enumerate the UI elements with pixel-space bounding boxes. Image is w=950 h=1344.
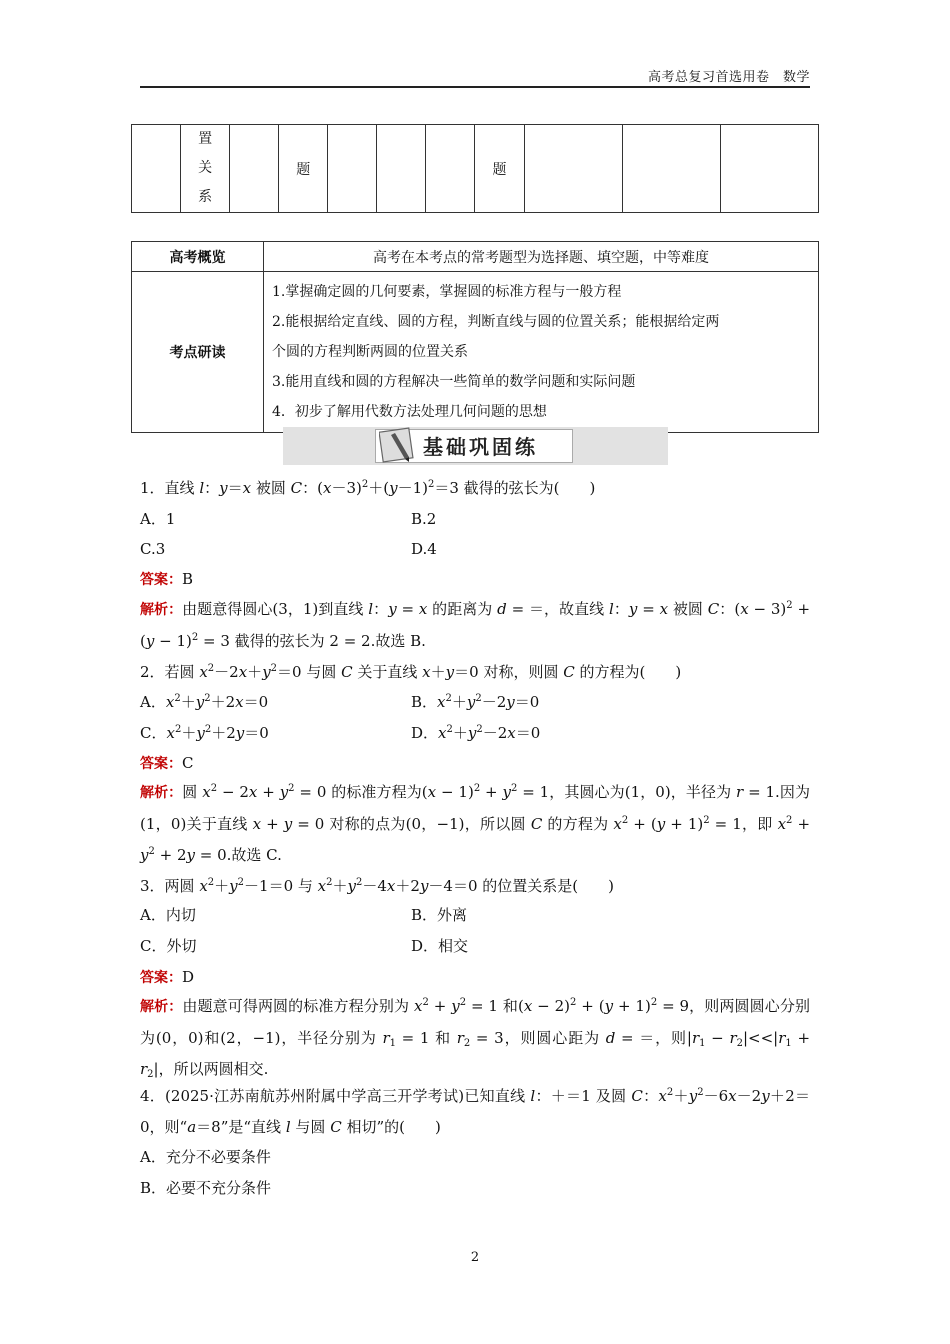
study-points: 1.掌握确定圆的几何要素，掌握圆的标准方程与一般方程 2.能根据给定直线、圆的方程，判断直线与圆的位置关系；能根据给定两 个圆的方程判断两圆的位置关系 3.能用直线和圆的方程解决一些简单的数学问题和实际问题 4．初步了解用代数方法处理几何问题的思想 (264, 272, 819, 433)
q2-option-b: B．$x^2+y^2-2y=0$ (411, 693, 540, 711)
table-cell: 题 (279, 125, 328, 213)
q3-analysis: 解析：由题意可得两圆的标准方程分别为 $x^2 + y^2 = 1$ 和$(x - 2)^2 + (y + 1)^2 = 9$，则两圆圆心分别为(0，0)和(2，−1)，半径分别为 $r_1 = 1$ 和 $r_2 = 3$，则圆心距为 d = ＝，则$|r_1 - r_2|<<|r_1 + r_2|$，所以两圆相交. (140, 997, 811, 1080)
q3-option-d: D．相交 (411, 937, 469, 955)
overview-text: 高考在本考点的常考题型为选择题、填空题，中等难度 (264, 242, 819, 272)
question-3: 3．两圆 $x^2+y^2-1=0$ 与 $x^2+y^2-4x+2y-4=0$ 的位置关系是( ) (140, 877, 614, 895)
q1-option-b: B.2 (411, 510, 437, 528)
q2-analysis: 解析：圆 $x^2 - 2x + y^2 = 0$ 的标准方程为$(x - 1)^2 + y^2 = 1$，其圆心为(1，0)，半径为 r = 1.因为(1，0)关于直线 x + y = 0 对称的点为(0，−1)，所以圆 C 的方程为 $x^2 + (y + 1)^2 = 1$，即 $x^2 + y^2 + 2y = 0$.故选 C. (140, 783, 811, 864)
q1-option-a: A．1 (140, 510, 176, 528)
pencil-icon (379, 427, 419, 465)
section-banner (283, 427, 668, 465)
q3-answer: 答案：D (140, 968, 195, 986)
question-4: 4．(2025·江苏南航苏州附属中学高三开学考试)已知直线 l：＋＝1 及圆 C：$x^2+y^2-6x-2y+2=0$，则“a＝8”是“直线 l 与圆 C 相切”的( ) (140, 1087, 810, 1136)
q1-analysis: 解析：由题意得圆心(3，1)到直线 l：y = x 的距离为 d = ＝，故直线 l：y = x 被圆 C：$(x - 3)^2 + (y - 1)^2 = 3$ 截得的弦长为 2 = 2.故选 B. (140, 600, 811, 650)
table-continued (131, 124, 819, 213)
page-header (140, 66, 810, 88)
exam-overview-table (131, 241, 819, 433)
q2-option-a: A．$x^2+y^2+2x=0$ (140, 693, 269, 711)
q1-option-d: D.4 (411, 540, 437, 558)
overview-label: 高考概览 (132, 242, 264, 272)
q4-option-b: B．必要不充分条件 (140, 1179, 272, 1197)
q3-option-b: B．外离 (411, 906, 468, 924)
table-cell-vertical: 置 关 系 (181, 125, 230, 213)
q3-option-c: C．外切 (140, 937, 197, 955)
q2-option-d: D．$x^2+y^2-2x=0$ (411, 724, 541, 742)
question-1: 1．直线 l：y＝x 被圆 C：$(x-3)^2+(y-1)^2=3$ 截得的弦长为( ) (140, 479, 596, 497)
page-number: 2 (470, 1250, 480, 1265)
question-2: 2．若圆 $x^2-2x+y^2=0$ 与圆 C 关于直线 x＋y＝0 对称，则圆 C 的方程为( ) (140, 663, 682, 681)
q3-option-a: A．内切 (140, 906, 196, 924)
table-cell: 题 (475, 125, 524, 213)
banner-title: 基础巩固练 (423, 435, 538, 459)
q4-option-a: A．充分不必要条件 (140, 1148, 271, 1166)
q1-answer: 答案：B (140, 570, 194, 588)
q1-option-c: C.3 (140, 540, 166, 558)
q2-option-c: C．$x^2+y^2+2y=0$ (140, 724, 269, 742)
header-title: 高考总复习首选用卷 数学 (647, 70, 810, 85)
q2-answer: 答案：C (140, 754, 194, 772)
study-label: 考点研读 (132, 272, 264, 433)
